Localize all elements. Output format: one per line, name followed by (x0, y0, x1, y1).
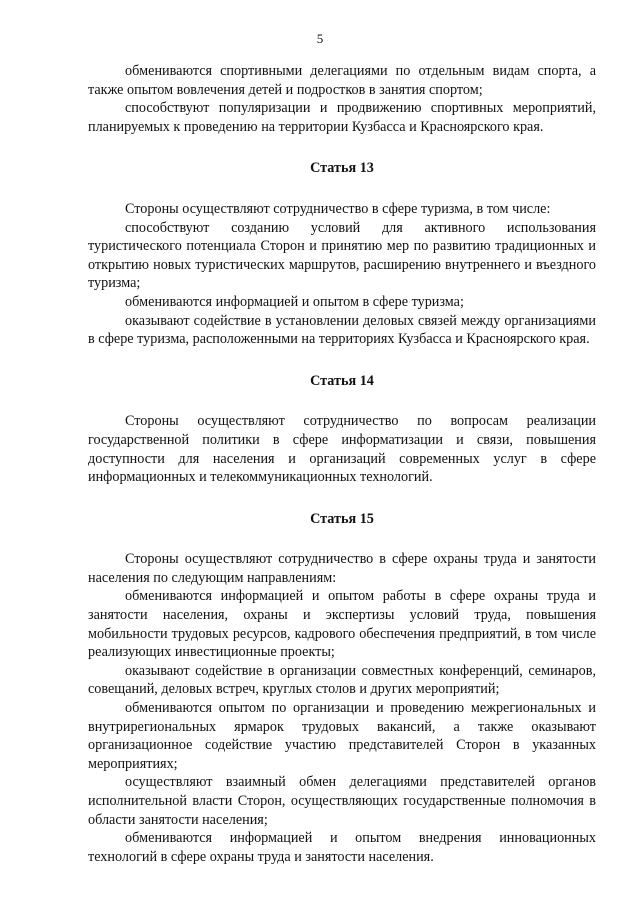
paragraph: осуществляют взаимный обмен делегациями представителей органов исполнительной власти Сторон, осуществляющих государственные полномочия в области занятости населения; (88, 774, 596, 828)
paragraph: оказывают содействие в организации совместных конференций, семинаров, совещаний, деловых встреч, круглых столов и других мероприятий; (88, 662, 596, 698)
article-title: Статья 14 (310, 372, 374, 389)
paragraph: способствуют созданию условий для активного использования туристического потенциала Сторон и принятию мер по развитию традиционных и открытию новых туристических маршрутов, расширению внутреннего и въездного туризма; (88, 219, 596, 292)
paragraph: обмениваются информацией и опытом работы в сфере охраны труда и занятости населения, охраны и экспертизы условий труда, повышения мобильности трудовых ресурсов, кадрового обеспечения предприятий, в том числе реализующих инвестиционные проекты; (88, 588, 596, 661)
document-body (88, 62, 596, 866)
paragraph: Стороны осуществляют сотрудничество по вопросам реализации государственной политики в сфере информатизации и связи, повышения доступности для населения и организаций современных услуг в сфере информационных и телекоммуникационных технологий. (88, 413, 596, 486)
paragraph: обмениваются спортивными делегациями по отдельным видам спорта, а также опытом вовлечения детей и подростков в занятия спортом; (88, 63, 596, 98)
paragraph: оказывают содействие в установлении деловых связей между организациями в сфере туризма, расположенными на территориях Кузбасса и Красноярского края. (88, 312, 596, 348)
paragraph: Стороны осуществляют сотрудничество в сфере туризма, в том числе: (125, 200, 551, 217)
article-title: Статья 15 (310, 510, 374, 527)
paragraph: обмениваются информацией и опытом в сфере туризма; (125, 293, 464, 310)
paragraph: способствуют популяризации и продвижению спортивных мероприятий, планируемых к проведению на территории Кузбасса и Красноярского края. (88, 100, 596, 135)
page-number: 5 (316, 31, 324, 46)
paragraph: Стороны осуществляют сотрудничество в сфере охраны труда и занятости населения по следующим направлениям: (88, 551, 596, 586)
article-title: Статья 13 (310, 160, 374, 177)
paragraph: обмениваются информацией и опытом внедрения инновационных технологий в сфере охраны труда и занятости населения. (88, 830, 596, 865)
paragraph: обмениваются опытом по организации и проведению межрегиональных и внутрирегиональных ярмарок трудовых вакансий, а также оказывают организационное содействие участию представителей Сторон в указанных мероприятиях; (88, 700, 596, 772)
